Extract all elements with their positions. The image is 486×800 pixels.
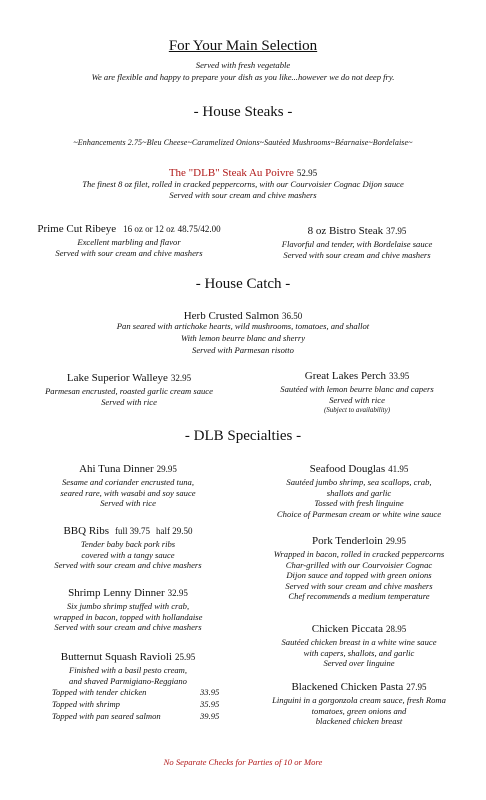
item-description: Sautéed jumbo shrimp, sea scallops, crab, <box>286 477 432 487</box>
item-price: 36.50 <box>282 311 303 321</box>
option-price: 35.95 <box>200 699 220 709</box>
ravioli-option-shrimp <box>52 699 219 710</box>
item-description: Parmesan encrusted, roasted garlic cream sauce <box>45 386 213 396</box>
item-description: Excellent marbling and flavor <box>77 237 181 247</box>
item-name: Herb Crusted Salmon <box>183 310 280 322</box>
item-description: Sautéed chicken breast in a white wine sauce <box>281 637 437 647</box>
item-price: 25.95 <box>174 652 196 662</box>
item-name: Pork Tenderloin <box>311 535 383 547</box>
item-description: and shaved Parmigiano-Reggiano <box>69 675 187 686</box>
item-price: 29.95 <box>385 536 407 546</box>
item-description: covered with a tangy sauce <box>81 549 175 560</box>
option-price: 39.95 <box>200 711 220 721</box>
item-name: Lake Superior Walleye <box>66 372 168 384</box>
item-name: Ahi Tuna Dinner <box>79 463 154 475</box>
item-name: 8 oz Bistro Steak <box>307 225 384 237</box>
item-description: Served with sour cream and chive mashers <box>285 580 433 591</box>
section-heading-dlb-specialties: - DLB Specialties - <box>184 428 302 444</box>
item-price-full: full 39.75 <box>115 526 151 536</box>
availability-note: (Subject to availability) <box>323 406 391 415</box>
menu-item-chicken-piccata <box>236 619 482 669</box>
item-description: Dijon sauce and topped with green onions <box>286 570 432 581</box>
footer-note: No Separate Checks for Parties of 10 or More <box>163 757 323 767</box>
item-price: 32.95 <box>167 588 188 598</box>
item-description: Wrapped in bacon, rolled in cracked peppercorns <box>273 549 445 559</box>
item-price: 27.95 <box>406 682 427 692</box>
item-description: Served with rice <box>100 498 156 509</box>
item-price: 28.95 <box>385 624 407 634</box>
item-description: Served with sour cream and chive mashers <box>55 247 203 258</box>
item-description: seared rare, with wasabi and soy sauce <box>60 487 196 498</box>
menu-item-blackened-chicken-pasta <box>236 677 482 727</box>
option-price: 33.95 <box>200 687 220 697</box>
item-description: Finished with a basil pesto cream, <box>68 665 188 675</box>
item-name: Prime Cut Ribeye <box>37 223 117 235</box>
item-price-half: half 29.50 <box>156 526 193 536</box>
item-description: Served over linguine <box>323 658 395 669</box>
item-name: Chicken Piccata <box>311 623 383 635</box>
item-price: 37.95 <box>386 226 407 236</box>
menu-item-bistro-steak <box>246 221 468 260</box>
item-price: 48.75/42.00 <box>177 224 221 234</box>
section-heading-house-catch: - House Catch - <box>195 276 291 292</box>
menu-item-shrimp-lenny <box>8 583 248 633</box>
header-note: We are flexible and happy to prepare your dish as you like...however we do not deep fry. <box>91 72 395 82</box>
item-description: Sautéed with lemon beurre blanc and capers <box>280 384 434 394</box>
item-name: Seafood Douglas <box>309 463 386 475</box>
ravioli-option-salmon <box>52 711 219 722</box>
option-label: Topped with pan seared salmon <box>52 711 161 721</box>
page-title: For Your Main Selection <box>168 38 318 54</box>
menu-item-ribeye <box>18 219 240 258</box>
item-description: Served with sour cream and chive mashers <box>54 622 202 633</box>
item-description: Tossed with fresh linguine <box>314 498 404 509</box>
ravioli-option-chicken <box>52 687 219 698</box>
item-description: Served with rice <box>329 394 385 405</box>
menu-item-butternut-ravioli <box>8 647 248 686</box>
enhancements-line: ~Enhancements 2.75~Bleu Cheese~Caramelized Onions~Sautéed Mushrooms~Béarnaise~Bordelaise~ <box>73 138 413 147</box>
item-name: Shrimp Lenny Dinner <box>68 587 165 599</box>
item-description: Pan seared with artichoke hearts, wild mushrooms, tomatoes, and shallot <box>116 321 370 331</box>
header-subtitle: Served with fresh vegetable <box>195 60 291 70</box>
item-price: 29.95 <box>156 464 177 474</box>
item-description: with capers, shallots, and garlic <box>303 647 415 658</box>
item-sizes: 16 oz or 12 oz <box>123 224 175 234</box>
menu-item-seafood-douglas <box>236 459 482 519</box>
item-description: Served with rice <box>101 396 157 407</box>
menu-item-walleye <box>14 368 244 407</box>
item-description: With lemon beurre blanc and sherry <box>180 333 306 343</box>
item-description: Served with sour cream and chive mashers <box>54 560 202 571</box>
item-description: tomatoes, green onions and <box>311 705 407 716</box>
item-description: The finest 8 oz filet, rolled in cracked peppercorns, with our Courvoisier Cognac Dijon sauce <box>82 179 404 189</box>
item-price: 52.95 <box>296 168 318 178</box>
item-description: Served with sour cream and chive mashers <box>283 249 431 260</box>
item-description: Flavorful and tender, with Bordelaise sauce <box>281 239 433 249</box>
item-description: Tender baby back pork ribs <box>80 539 176 549</box>
item-price: 33.95 <box>389 371 410 381</box>
item-description: Served with sour cream and chive mashers <box>169 190 317 200</box>
item-description: Six jumbo shrimp stuffed with crab, <box>66 601 190 611</box>
menu-item-ahi-tuna <box>8 459 248 509</box>
option-label: Topped with shrimp <box>52 699 120 709</box>
menu-item-perch <box>246 366 468 416</box>
item-description: wrapped in bacon, topped with hollandaise <box>53 611 203 622</box>
item-description: shallots and garlic <box>326 487 392 498</box>
item-name: BBQ Ribs <box>63 525 110 537</box>
item-price: 41.95 <box>388 464 409 474</box>
item-description: Char-grilled with our Courvoisier Cognac <box>285 559 433 570</box>
item-description: blackened chicken breast <box>315 716 403 727</box>
item-name: Blackened Chicken Pasta <box>291 681 404 693</box>
item-name: Great Lakes Perch <box>304 370 386 382</box>
item-name: Butternut Squash Ravioli <box>60 651 172 663</box>
item-description: Chef recommends a medium temperature <box>288 591 430 602</box>
item-description: Served with Parmesan risotto <box>192 345 294 355</box>
menu-item-pork-tenderloin <box>236 531 482 602</box>
item-name: The "DLB" Steak Au Poivre <box>168 167 294 179</box>
item-description: Choice of Parmesan cream or white wine sauce <box>276 508 442 519</box>
option-label: Topped with tender chicken <box>52 687 147 697</box>
section-heading-house-steaks: - House Steaks - <box>193 104 293 120</box>
menu-item-bbq-ribs <box>8 521 248 571</box>
item-description: Linguini in a gorgonzola cream sauce, fresh Roma <box>272 695 446 705</box>
item-description: Sesame and coriander encrusted tuna, <box>62 477 194 487</box>
item-price: 32.95 <box>170 373 192 383</box>
